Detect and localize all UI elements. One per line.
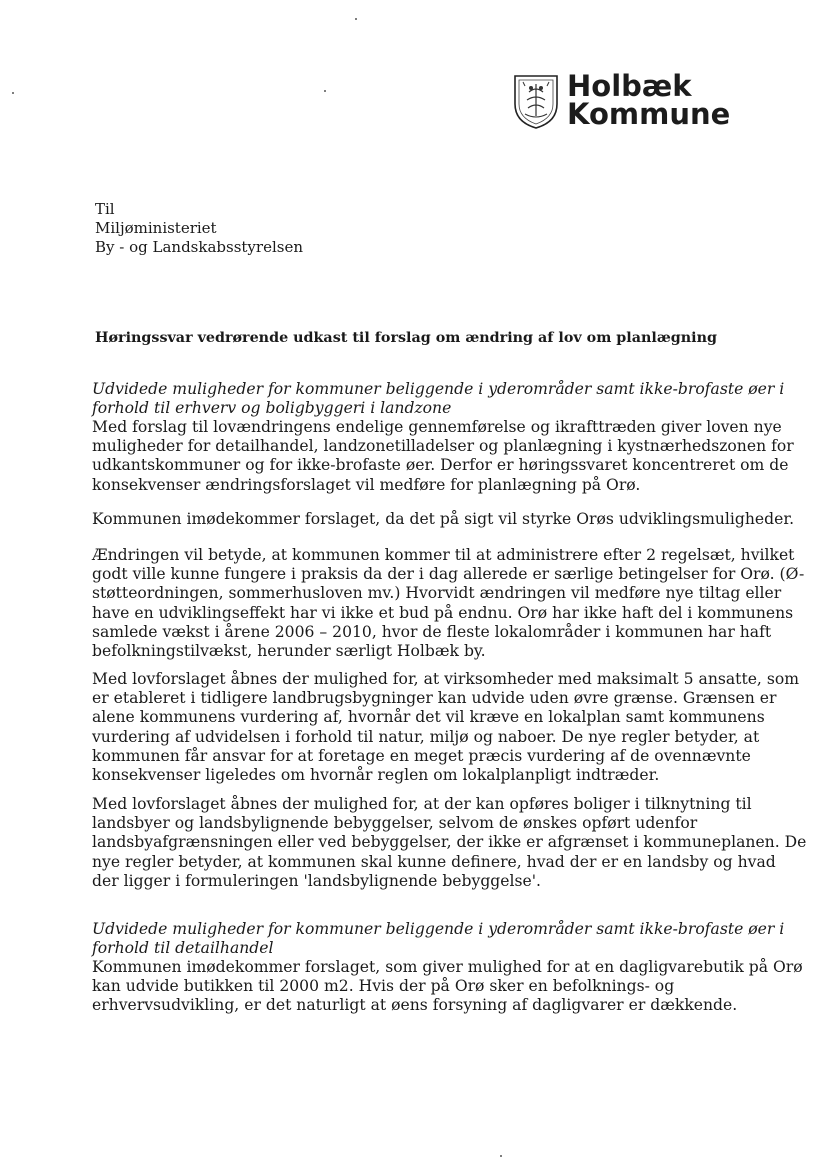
scan-speck [324,90,326,92]
text-line: nye regler betyder, at kommunen skal kunne definere, hvad der er en landsby og hvad [92,852,776,871]
recipient-line: By - og Landskabsstyrelsen [95,238,303,256]
text-line: Med lovforslaget åbnes der mulighed for, at der kan opføres boliger i tilknytning til [92,795,752,813]
text-line: godt ville kunne fungere i praksis da der i dag allerede er særlige betingelser for Orø. (Ø- [92,565,805,584]
text-line: muligheder for detailhandel, landzonetilladelser og planlægning i kystnærhedszonen for [92,437,794,456]
text-line: landsbyafgrænsningen eller ved bebyggelser, der ikke er afgrænset i kommuneplanen. De [92,833,807,852]
paragraph-4 [92,670,800,785]
text-line: vurdering af udvidelsen i forhold til natur, miljø og naboer. De nye regler betyder, at [92,727,760,746]
text-line: Kommunen imødekommer forslaget, da det på sigt vil styrke Orøs udviklingsmuligheder. [92,510,795,528]
text-line: støtteordningen, sommerhusloven mv.) Hvorvidt ændringen vil medføre nye tiltag eller [92,584,782,603]
text-line: landsbyer og landsbylignende bebyggelser, selvom de ønskes opført udenfor [92,814,698,833]
text-line: samlede vækst i årene 2006 – 2010, hvor de fleste lokalområder i kommunen har haft [92,622,772,641]
paragraph-5 [92,795,807,891]
paragraph-2 [92,510,795,529]
logo-line-kommune: Kommune [567,97,731,131]
scan-speck [500,1155,502,1157]
paragraph-3 [92,546,805,661]
paragraph-1 [92,418,794,495]
text-line: alene kommunens vurdering af, hvornår det vil kræve en lokalplan samt kommunens [92,708,765,727]
heading-line: Udvidede muligheder for kommuner beliggende i yderområder samt ikke-brofaste øer i [92,920,785,938]
coat-of-arms-icon [511,70,561,130]
logo-wordmark [567,69,731,131]
section-2-heading [92,920,785,958]
recipient-line: Til [95,200,115,218]
text-line: erhvervsudvikling, er det naturligt at øens forsyning af dagligvarer er dækkende. [92,996,738,1015]
text-line: kan udvide butikken til 2000 m2. Hvis der på Orø sker en befolknings- og [92,977,675,996]
recipient-address [95,200,303,257]
text-line: konsekvenser ligeledes om hvornår reglen om lokalplanpligt indtræder. [92,766,660,785]
text-line: Ændringen vil betyde, at kommunen kommer til at administrere efter 2 regelsæt, hvilket [92,546,795,564]
paragraph-6 [92,958,803,1016]
section-1-heading [92,380,785,418]
text-line: konsekvenser ændringsforslaget vil medføre for planlægning på Orø. [92,475,641,494]
text-line: Med lovforslaget åbnes der mulighed for, at virksomheder med maksimalt 5 ansatte, som [92,670,800,688]
heading-line: Udvidede muligheder for kommuner beliggende i yderområder samt ikke-brofaste øer i [92,380,785,398]
scan-speck [355,18,357,20]
text-line: have en udviklingseffekt har vi ikke et bud på endnu. Orø har ikke haft del i kommunens [92,603,794,622]
text-line: er etableret i tidligere landbrugsbygninger kan udvide uden øvre grænse. Grænsen er [92,689,777,708]
text-line: kommunen får ansvar for at foretage en meget præcis vurdering af de ovennævnte [92,746,751,765]
recipient-line: Miljøministeriet [95,219,217,237]
heading-line: forhold til erhverv og boligbyggeri i landzone [92,399,452,418]
heading-line: forhold til detailhandel [92,939,274,958]
text-line: der ligger i formuleringen 'landsbylignende bebyggelse'. [92,871,541,890]
letter-title: Høringssvar vedrørende udkast til forslag om ændring af lov om planlægning [95,330,717,346]
holbaek-kommune-logo [511,70,730,130]
text-line: udkantskommuner og for ikke-brofaste øer. Derfor er høringssvaret koncentreret om de [92,456,789,475]
text-line: Med forslag til lovændringens endelige gennemførelse og ikrafttræden giver loven nye [92,418,782,436]
text-line: befolkningstilvækst, herunder særligt Holbæk by. [92,642,486,661]
text-line: Kommunen imødekommer forslaget, som giver mulighed for at en dagligvarebutik på Orø [92,958,803,976]
logo-line-holbaek: Holbæk [567,69,692,103]
scan-speck [12,92,14,94]
